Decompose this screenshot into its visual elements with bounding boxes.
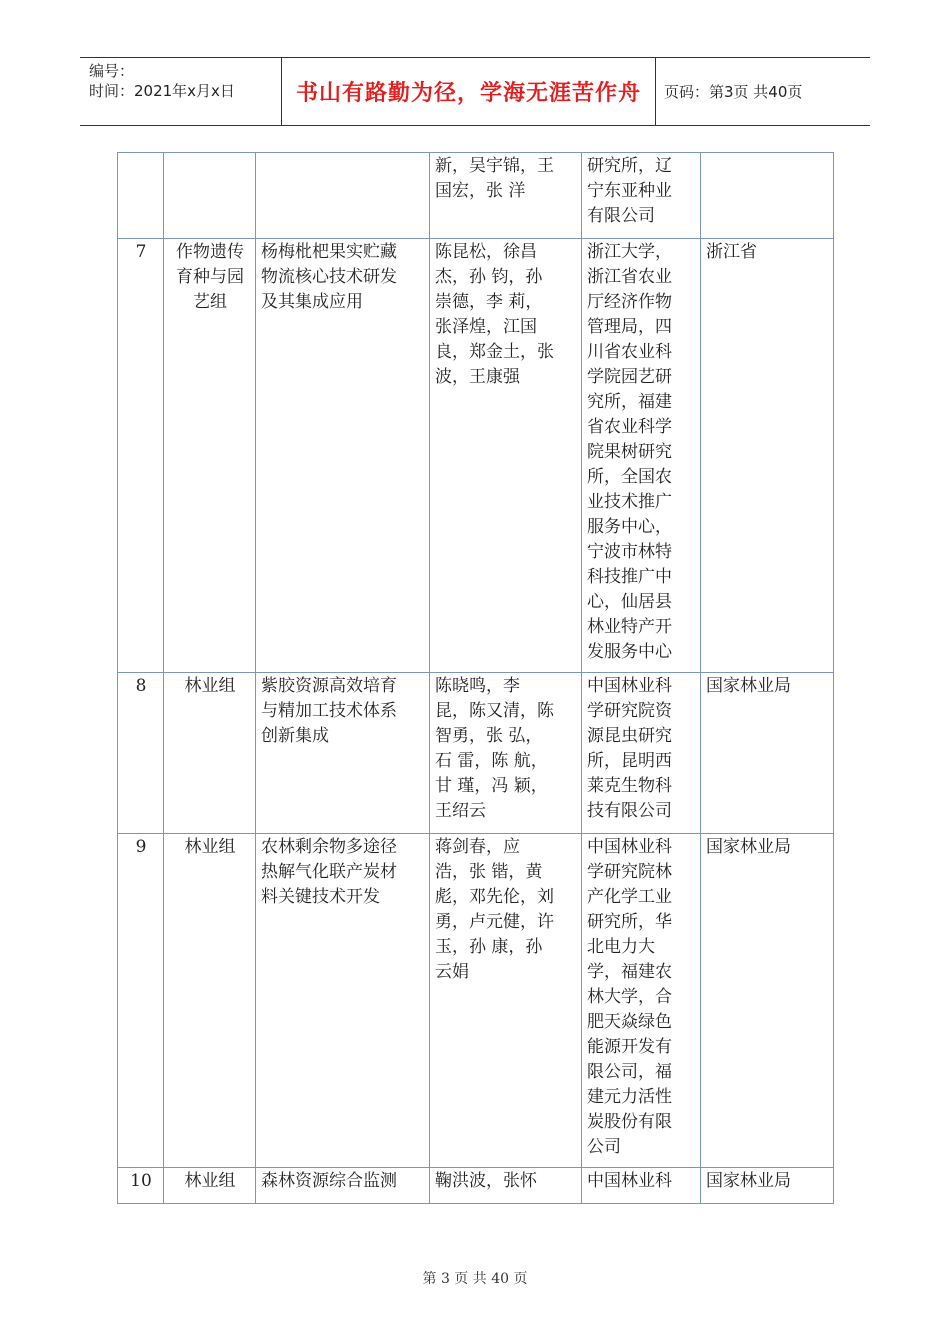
row-group <box>164 1168 256 1204</box>
row-number: 7 <box>118 239 164 673</box>
row-group <box>164 673 256 834</box>
row-group-line: 林业组 <box>184 1171 236 1191</box>
row-group-line: 育种与园 <box>176 267 244 287</box>
row-people-line: 云娟 <box>435 962 469 982</box>
row-organizations-line: 学研究院林 <box>587 862 672 882</box>
row-title <box>256 239 430 673</box>
row-title-line: 及其集成应用 <box>261 292 363 312</box>
row-organizations-line: 肥天焱绿色 <box>587 1012 672 1032</box>
row-title-line: 与精加工技术体系 <box>261 701 397 721</box>
row-people-line: 国宏，张 洋 <box>435 181 526 201</box>
row-people-line: 张泽煌，江国 <box>435 317 537 337</box>
row-people <box>430 239 582 673</box>
table-row <box>118 834 834 1168</box>
row-number: 9 <box>118 834 164 1168</box>
row-group-line: 林业组 <box>184 837 236 857</box>
row-organizations <box>582 673 701 834</box>
table-row <box>118 153 834 239</box>
row-organizations-line: 院果树研究 <box>587 442 672 462</box>
row-group-line: 作物遗传 <box>176 242 244 262</box>
row-organizations-line: 中国林业科 <box>587 837 672 857</box>
row-organizations-line: 中国林业科 <box>587 1171 672 1191</box>
row-organizations-line: 林大学，合 <box>587 987 672 1007</box>
table-row <box>118 1168 834 1204</box>
row-organizations-line: 学院园艺研 <box>587 367 672 387</box>
row-people-line: 浩，张 锴，黄 <box>435 862 543 882</box>
row-people <box>430 834 582 1168</box>
row-organizations-line: 限公司，福 <box>587 1062 672 1082</box>
row-organizations-line: 管理局，四 <box>587 317 672 337</box>
row-title-line: 紫胶资源高效培育 <box>261 676 397 696</box>
row-organizations <box>582 1168 701 1204</box>
row-people <box>430 673 582 834</box>
row-people-line: 甘 瑾，冯 颖， <box>435 776 548 796</box>
row-people-line: 陈晓鸣，李 <box>435 676 520 696</box>
row-organizations-line: 业技术推广 <box>587 492 672 512</box>
row-people-line: 彪，邓先伦，刘 <box>435 887 554 907</box>
row-people <box>430 1168 582 1204</box>
row-people-line: 良，郑金土，张 <box>435 342 554 362</box>
row-organizations-line: 莱克生物科 <box>587 776 672 796</box>
row-organizations-line: 浙江大学， <box>587 242 672 262</box>
row-title <box>256 834 430 1168</box>
row-organizations <box>582 239 701 673</box>
row-title-line: 料关键技术开发 <box>261 887 380 907</box>
row-title-line: 物流核心技术研发 <box>261 267 397 287</box>
row-organizations-line: 宁东亚种业 <box>587 181 672 201</box>
row-title-line: 农林剩余物多途径 <box>261 837 397 857</box>
time-label: 时间：2021年x月x日 <box>89 82 235 100</box>
row-people-line: 玉，孙 康，孙 <box>435 937 543 957</box>
row-title-line: 森林资源综合监测 <box>261 1171 397 1191</box>
row-organizations-line: 所，昆明西 <box>587 751 672 771</box>
page-footer: 第 3 页 共 40 页 <box>422 1271 528 1287</box>
row-people-line: 昆，陈又清，陈 <box>435 701 554 721</box>
row-title <box>256 673 430 834</box>
row-people-line: 石 雷，陈 航， <box>435 751 548 771</box>
row-organizations-line: 川省农业科 <box>587 342 672 362</box>
row-people-line: 杰，孙 钧，孙 <box>435 267 543 287</box>
row-organizations-line: 心，仙居县 <box>587 592 672 612</box>
row-organizations-line: 厅经济作物 <box>587 292 672 312</box>
row-people-line: 陈昆松，徐昌 <box>435 242 537 262</box>
row-group-line: 林业组 <box>184 676 236 696</box>
row-title <box>256 153 430 239</box>
row-organizations <box>582 834 701 1168</box>
table-row <box>118 239 834 673</box>
row-number: 8 <box>118 673 164 834</box>
row-organizations-line: 林业特产开 <box>587 617 672 637</box>
row-organizations-line: 有限公司 <box>587 206 655 226</box>
row-organizations <box>582 153 701 239</box>
row-organizations-line: 炭股份有限 <box>587 1112 672 1132</box>
row-recommender: 国家林业局 <box>701 834 834 1168</box>
row-organizations-line: 研究所，华 <box>587 912 672 932</box>
row-people-line: 崇德，李 莉， <box>435 292 543 312</box>
row-group <box>164 239 256 673</box>
row-recommender: 国家林业局 <box>701 1168 834 1204</box>
row-number <box>118 153 164 239</box>
row-organizations-line: 中国林业科 <box>587 676 672 696</box>
row-organizations-line: 服务中心， <box>587 517 672 537</box>
row-number: 10 <box>118 1168 164 1204</box>
header-motto-cell <box>281 58 656 125</box>
serial-label: 编号： <box>89 62 135 80</box>
row-people <box>430 153 582 239</box>
page-info-text: 页码：第3页 共40页 <box>664 83 803 101</box>
row-title-line: 杨梅枇杷果实贮藏 <box>261 242 397 262</box>
header-meta <box>80 58 281 125</box>
header-page-info <box>656 58 870 125</box>
row-people-line: 新，吴宇锦，王 <box>435 156 554 176</box>
row-recommender: 国家林业局 <box>701 673 834 834</box>
row-organizations-line: 技有限公司 <box>587 801 672 821</box>
awards-table <box>117 152 834 1204</box>
page-header <box>80 57 870 126</box>
row-organizations-line: 能源开发有 <box>587 1037 672 1057</box>
row-group-line: 艺组 <box>193 292 227 312</box>
row-organizations-line: 宁波市林特 <box>587 542 672 562</box>
row-recommender: 浙江省 <box>701 239 834 673</box>
row-title-line: 创新集成 <box>261 726 329 746</box>
row-people-line: 勇，卢元健，许 <box>435 912 554 932</box>
row-organizations-line: 建元力活性 <box>587 1087 672 1107</box>
row-organizations-line: 公司 <box>587 1137 621 1157</box>
row-recommender <box>701 153 834 239</box>
row-title <box>256 1168 430 1204</box>
row-organizations-line: 究所，福建 <box>587 392 672 412</box>
row-title-line: 热解气化联产炭材 <box>261 862 397 882</box>
row-organizations-line: 源昆虫研究 <box>587 726 672 746</box>
row-organizations-line: 学研究院资 <box>587 701 672 721</box>
row-group <box>164 834 256 1168</box>
row-organizations-line: 北电力大 <box>587 937 655 957</box>
table-row <box>118 673 834 834</box>
row-organizations-line: 产化学工业 <box>587 887 672 907</box>
row-organizations-line: 学，福建农 <box>587 962 672 982</box>
row-organizations-line: 科技推广中 <box>587 567 672 587</box>
row-people-line: 智勇，张 弘， <box>435 726 543 746</box>
row-people-line: 蒋剑春，应 <box>435 837 520 857</box>
row-group <box>164 153 256 239</box>
row-organizations-line: 研究所，辽 <box>587 156 672 176</box>
motto-text: 书山有路勤为径，学海无涯苦作舟 <box>295 81 641 106</box>
row-people-line: 波，王康强 <box>435 367 520 387</box>
row-organizations-line: 所，全国农 <box>587 467 672 487</box>
row-organizations-line: 发服务中心 <box>587 642 672 662</box>
row-organizations-line: 省农业科学 <box>587 417 672 437</box>
row-people-line: 鞠洪波，张怀 <box>435 1171 537 1191</box>
row-people-line: 王绍云 <box>435 801 486 821</box>
row-organizations-line: 浙江省农业 <box>587 267 672 287</box>
